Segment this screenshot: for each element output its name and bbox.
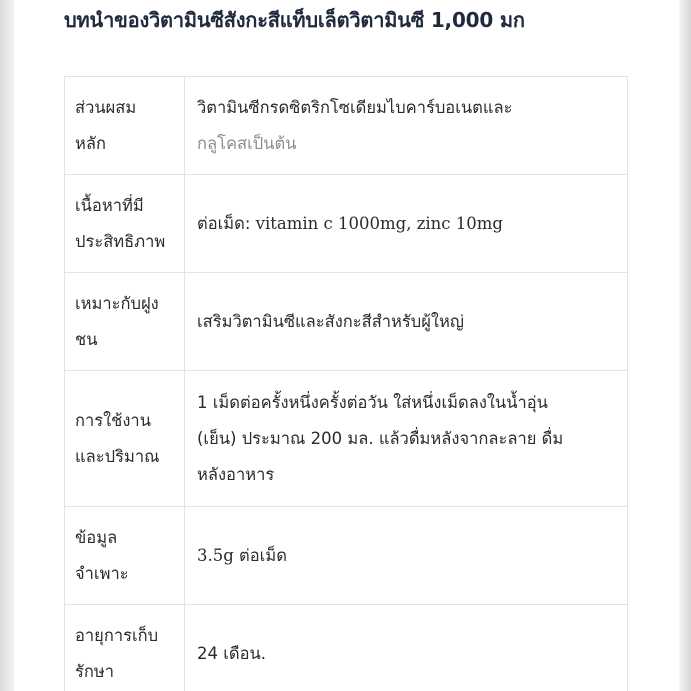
value-prefix: ต่อเม็ด: <box>197 213 256 233</box>
row-key <box>65 273 185 371</box>
spec-table <box>64 76 628 691</box>
key-line: เหมาะกับฝูง <box>75 293 159 313</box>
row-value <box>185 507 628 605</box>
row-key <box>65 77 185 175</box>
row-key <box>65 371 185 507</box>
row-key <box>65 605 185 691</box>
value-number: 3.5g <box>197 545 234 565</box>
value-line: หลังอาหาร <box>197 464 275 484</box>
key-line: ชน <box>75 329 98 349</box>
value-line: 1 เม็ดต่อครั้งหนึ่งครั้งต่อวัน ใส่หนึ่งเม็ดลงในน้ำอุ่น <box>197 392 548 412</box>
value-text: เสริมวิตามินซีและสังกะสีสำหรับผู้ใหญ่ <box>197 311 464 331</box>
key-line: ข้อมูล <box>75 527 118 547</box>
key-line: จำเพาะ <box>75 563 129 583</box>
key-line: หลัก <box>75 133 106 153</box>
value-line: วิตามินซีกรดซิตริกโซเดียมไบคาร์บอเนตและ <box>197 97 513 117</box>
key-line: และปริมาณ <box>75 446 160 466</box>
value-line: กลูโคสเป็นต้น <box>197 133 297 153</box>
value-text: vitamin c 1000mg, zinc 10mg <box>255 213 503 233</box>
table-row <box>65 371 628 507</box>
key-line: ประสิทธิภาพ <box>75 231 166 251</box>
row-key <box>65 175 185 273</box>
right-edge-shadow <box>679 0 691 691</box>
left-edge-shadow <box>0 0 14 691</box>
table-row <box>65 273 628 371</box>
key-line: ส่วนผสม <box>75 97 137 117</box>
key-line: รักษา <box>75 661 114 681</box>
table-row <box>65 175 628 273</box>
table-row <box>65 77 628 175</box>
key-line: การใช้งาน <box>75 410 151 430</box>
key-line: เนื้อหาที่มี <box>75 195 144 215</box>
page-heading: บทนำของวิตามินซีสังกะสีแท็บเล็ตวิตามินซี 1,000 มก <box>64 8 525 32</box>
row-value <box>185 273 628 371</box>
row-key <box>65 507 185 605</box>
row-value <box>185 175 628 273</box>
table-row <box>65 507 628 605</box>
value-text: ต่อเม็ด <box>233 545 287 565</box>
value-line: (เย็น) ประมาณ 200 มล. แล้วดื่มหลังจากละลาย ดื่ม <box>197 428 564 448</box>
table-row <box>65 605 628 691</box>
row-value <box>185 77 628 175</box>
key-line: อายุการเก็บ <box>75 625 159 645</box>
value-text: 24 เดือน. <box>197 643 267 663</box>
row-value <box>185 371 628 507</box>
row-value <box>185 605 628 691</box>
